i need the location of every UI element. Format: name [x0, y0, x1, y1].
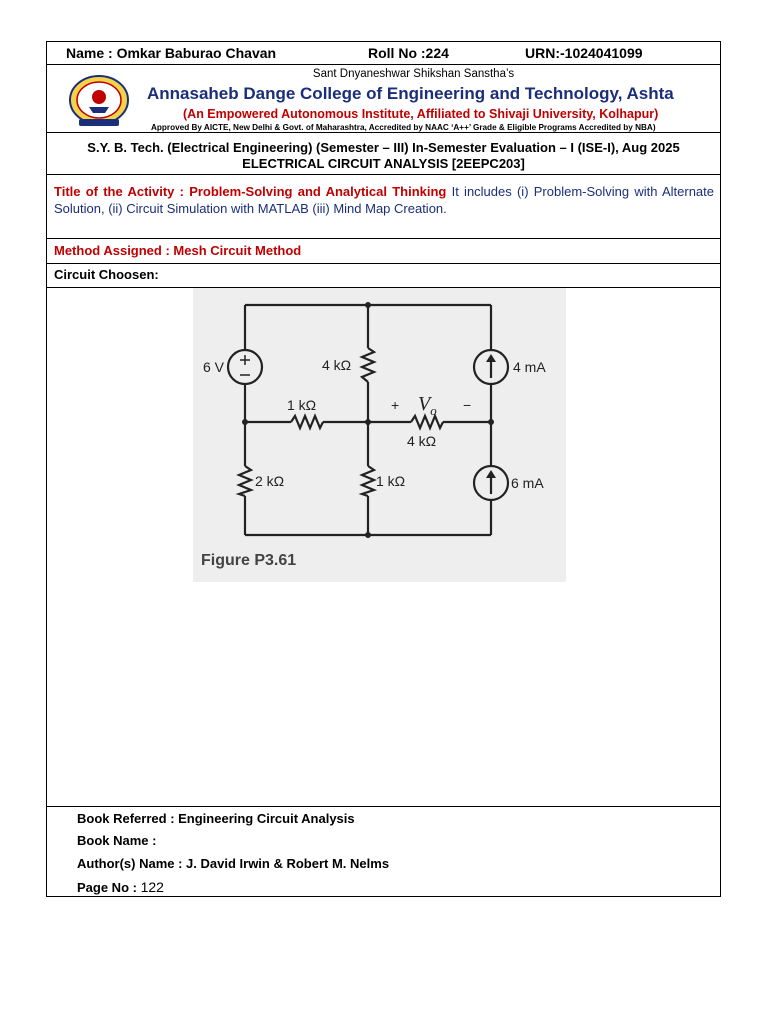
resistor-1k-mid-label: 1 kΩ: [287, 397, 317, 413]
current-source-6ma-label: 6 mA: [511, 475, 544, 491]
resistor-4k-mid-label: 4 kΩ: [407, 433, 437, 449]
page-label: Page No :: [77, 880, 141, 895]
book-reference: [47, 807, 720, 897]
institute-header: [47, 65, 720, 133]
book-name: Book Name :: [77, 833, 157, 848]
activity-sheet: [46, 41, 721, 897]
book-referred: Book Referred : Engineering Circuit Analysis: [77, 811, 355, 826]
vo-subscript: o: [430, 403, 437, 418]
resistor-4k-top-label: 4 kΩ: [322, 357, 352, 373]
vo-plus-sign: +: [391, 397, 400, 413]
student-name: Name : Omkar Baburao Chavan: [66, 45, 277, 61]
current-source-4ma-label: 4 mA: [513, 359, 546, 375]
program-line: S.Y. B. Tech. (Electrical Engineering) (Semester – III) In-Semester Evaluation – I (ISE-I), Aug 2025: [87, 140, 680, 155]
activity-description: It includes (i) Problem-Solving with Alternate Solution, (ii) Circuit Simulation with MATLAB (iii) Mind Map Creation.: [54, 184, 715, 216]
activity-title-row: [47, 175, 720, 239]
course-info: [47, 133, 720, 175]
society-name: Sant Dnyaneshwar Shikshan Sanstha’s: [312, 68, 515, 80]
institute-status: (An Empowered Autonomous Institute, Affiliated to Shivaji University, Kolhapur): [183, 107, 659, 121]
urn-number: URN:-1024041099: [525, 45, 643, 61]
circuit-chosen-label: Circuit Choosen:: [47, 264, 720, 288]
voltage-source-label: 6 V: [203, 359, 225, 375]
accreditation-line: Approved By AICTE, New Delhi & Govt. of Maharashtra, Accredited by NAAC ‘A++’ Grade & Eligible Programs Accredited by NBA): [151, 123, 656, 132]
page-number: 122: [140, 879, 164, 895]
circuit-diagram: [193, 288, 566, 582]
roll-number: Roll No :224: [368, 45, 449, 61]
course-title: ELECTRICAL CIRCUIT ANALYSIS [2EEPC203]: [242, 156, 525, 171]
activity-title: Title of the Activity : Problem-Solving and Analytical Thinking: [54, 184, 447, 199]
circuit-area: [47, 288, 720, 807]
figure-caption: Figure P3.61: [201, 552, 297, 569]
resistor-1k-bottom-label: 1 kΩ: [376, 473, 406, 489]
student-info-row: [47, 42, 720, 65]
college-logo-icon: [67, 73, 131, 129]
vo-label: V: [418, 393, 431, 415]
vo-minus-sign: −: [463, 397, 472, 413]
college-name: Annasaheb Dange College of Engineering and Technology, Ashta: [147, 84, 674, 103]
resistor-2k-label: 2 kΩ: [255, 473, 285, 489]
method-assigned: Method Assigned : Mesh Circuit Method: [47, 239, 720, 264]
book-authors: Author(s) Name : J. David Irwin & Robert M. Nelms: [77, 856, 390, 871]
